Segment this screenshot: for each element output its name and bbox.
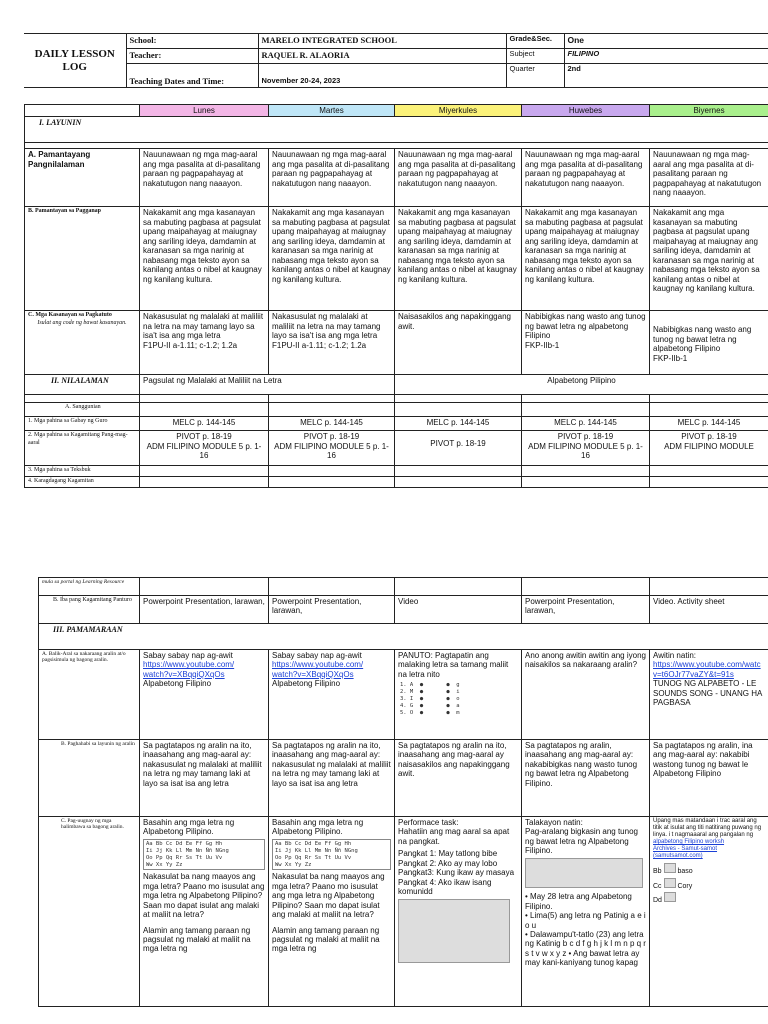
header-table — [24, 33, 768, 88]
gabay-label: 1. Mga pahina sa Gabay ng Guro — [25, 417, 140, 431]
balik-martes — [269, 650, 395, 740]
gabay-huwebes: MELC p. 144-145 — [522, 417, 650, 431]
c4-bullets: • May 28 letra ang Alpabetong Filipino. • Lima(5) ang letra ng Patinig a e i o u • Dalawampu't-tatlo (23) ang letra ng Katinig b c d f g h j k l m n p q r s t v w x y z • Ang bawat letra ay may kani-kaniyang tunog kapag — [525, 892, 646, 968]
c3-title: Performace task: — [398, 818, 459, 827]
day-biyernes: Biyernes — [650, 105, 768, 117]
pagganap-miyerkules: Nakakamit ang mga kasanayan sa mabuting pagbasa at pagsulat upang maipahayag at maiugnay ang sariling ideya, damdamin at karanasan sa mga narinig at nabasang mga teksto ayon sa kanilang antas o nibel at kaugnay ng kanilang kultura. — [395, 207, 522, 311]
pag-uugnay-biyernes — [650, 817, 768, 1007]
dates-label: Teaching Dates and Time: — [126, 64, 258, 88]
paghahabi-label: B. Paghahabi sa layunin ng aralin — [39, 740, 140, 817]
balik-martes-title: Alpabetong Filipino — [272, 679, 341, 689]
pag-uugnay-huwebes — [522, 817, 650, 1007]
pagganap-huwebes: Nakakamit ang mga kasanayan sa mabuting pagbasa at pagsulat upang maipahayag at maiugnay ang sariling ideya, damdamin at karanasan sa mga narinig at nabasang mga teksto ayon sa kanilang antas o nibel at kaugnay ng kanilang kultura. — [522, 207, 650, 311]
karagdagang-label: 4. Karagdagang Kagamitan — [25, 477, 140, 488]
quarter-label: Quarter — [506, 64, 564, 88]
kasanayan-huwebes: Nabibigkas nang wasto ang tunog ng bawat letra ng alpabetong Filipino FKP-IIb-1 — [522, 311, 650, 375]
pagganap-label: B. Pamantayan sa Pagganap — [25, 207, 140, 311]
paghahabi-huwebes: Sa pagtatapos ng aralin, inaasahang ang mag-aaral ay: nakabibigkas nang wasto tunog ng bawat letra ng Alpabetong Filipino. — [522, 740, 650, 817]
nilalaman-left: Pagsulat ng Malalaki at Maliliit na Letra — [140, 375, 395, 395]
c2-intro: Basahin ang mga letra ng Alpabetong Pilipino. — [272, 818, 364, 837]
balik-lunes-title: Alpabetong Filipino — [143, 679, 212, 689]
iba-miyerkules: Video — [395, 596, 522, 624]
balik-lunes — [140, 650, 269, 740]
subject-label: Subject — [506, 49, 564, 64]
kagamitang-miyerkules: PIVOT p. 18-19 — [395, 431, 522, 466]
pag-uugnay-lunes — [140, 817, 269, 1007]
teksbuk-label: 3. Mga pahina sa Teksbuk — [25, 466, 140, 477]
paghahabi-biyernes: Sa pagtatapos ng aralin, ina ang mag-aaral ay: nakabibi wastong tunog ng bawat le Alpabetong Filipino — [650, 740, 768, 817]
iba-label: B. Iba pang Kagamitang Panturo — [39, 596, 140, 624]
kasanayan-miyerkules: Naisasakilos ang napakinggang awit. — [395, 311, 522, 375]
balik-lunes-text: Sabay sabay nap ag-awit — [143, 651, 233, 660]
matching-exercise: 1. A ● ● g 2. M ● ● i 3. I ● ● o 4. G ● ● a 5. O ● ● m — [400, 682, 460, 716]
c2-tail: Alamin ang tamang paraan ng pagsulat ng malaki at maliit na mga letra ng — [272, 925, 380, 954]
kagamitang-biyernes: PIVOT p. 18-19 ADM FILIPINO MODULE — [650, 431, 768, 466]
gabay-martes: MELC p. 144-145 — [269, 417, 395, 431]
nilalaman-label: II. NILALAMAN — [25, 375, 140, 395]
day-lunes: Lunes — [140, 105, 269, 117]
gabay-miyerkules: MELC p. 144-145 — [395, 417, 522, 431]
matching-instructions: PANUTO: Pagtapatin ang malaking letra sa tamang maliit na letra nito — [398, 651, 509, 679]
quarter-value: 2nd — [564, 64, 768, 88]
lr-label: mula sa portal ng Learning Resource — [39, 578, 140, 596]
c1-tail: Alamin ang tamang paraan ng pagsulat ng malaki at maliit na mga letra ng — [143, 925, 251, 954]
lesson-table-1 — [24, 104, 768, 488]
kasanayan-lunes: Nakasusulat ng malalaki at maliliit na letra na may tamang layo sa isa't isa ang mga letra F1PU-II a-1.11; c-1.2; 1.2a — [140, 311, 269, 375]
grade-value: One — [564, 34, 768, 49]
pamantayang-biyernes: Nauunawaan ng mga mag-aaral ang mga pasalita at di-pasalitang paraan ng pagpapahayag at nakatutugon nang naaayon. — [650, 149, 768, 207]
balik-lunes-link[interactable]: https://www.youtube.com/ watch?v=XBqqiQXqOs — [143, 660, 235, 679]
alphabet-sound-chart-image — [525, 858, 643, 888]
balik-martes-text: Sabay sabay nap ag-awit — [272, 651, 362, 660]
pag-uugnay-martes — [269, 817, 395, 1007]
pamantayang-huwebes: Nauunawaan ng mga mag-aaral ang mga pasalita at di-pasalitang paraan ng pagpapahayag at nakatutugon nang naaayon. — [522, 149, 650, 207]
c5-link[interactable]: alpabetong Filipino worksh Archives - Samut-samot (samutsamot.com) — [653, 839, 725, 860]
paghahabi-lunes: Sa pagtatapos ng aralin na ito, inaasahang ang mag-aaral ay: nakasusulat ng malalaki at maliliit na letra ng may tamang laki at layo sa isat isa ang letra — [140, 740, 269, 817]
balik-biyernes-link[interactable]: https://www.youtube.com/watc v=t6OJr77vaZY&t=91s — [653, 660, 761, 679]
c3-body: Hahatiin ang mag aaral sa apat na pangkat. — [398, 827, 510, 846]
teacher-label: Teacher: — [126, 49, 258, 64]
c5-worksheet — [653, 863, 765, 906]
school-label: School: — [126, 34, 258, 49]
alphabet-chart: Aa Bb Cc Dd Ee Ff Gg Hh Ii Jj Kk Ll Mm Nn Ññ NGng Oo Pp Qq Rr Ss Tt Uu Vv Ww Xx Yy Zz — [143, 839, 265, 871]
gabay-biyernes: MELC p. 144-145 — [650, 417, 768, 431]
balik-huwebes: Ano anong awitin awitin ang iyong naisakilos sa nakaraang aralin? — [522, 650, 650, 740]
c5-letter-row: Cc Cory — [653, 878, 765, 892]
paghahabi-miyerkules: Sa pagtatapos ng aralin na ito, inaasahang ang mag-aaral ay naisasakilos ang napakinggang awit. — [395, 740, 522, 817]
pag-uugnay-miyerkules — [395, 817, 522, 1007]
balik-label: A. Balik-Aral sa nakaraang aralin at/o pagsisimula ng bagong aralin. — [39, 650, 140, 740]
teacher-value: RAQUEL R. ALAORIA — [258, 49, 506, 64]
c4-body: Pag-aralang bigkasin ang tunog ng bawat letra ng Alpabetong Filipino. — [525, 827, 638, 856]
iba-huwebes: Powerpoint Presentation, larawan, — [522, 596, 650, 624]
pagganap-lunes: Nakakamit ang mga kasanayan sa mabuting pagbasa at pagsulat upang maipahayag at maiugnay ang sariling ideya, damdamin at karanasan sa mga narinig at nabasang mga teksto ayon sa kanilang antas o nibel at kaugnay ng kanilang kultura. — [140, 207, 269, 311]
day-huwebes: Huwebes — [522, 105, 650, 117]
alphabet-chart-2: Aa Bb Cc Dd Ee Ff Gg Hh Ii Jj Kk Ll Mm Nn Ññ NGng Oo Pp Qq Rr Ss Tt Uu Vv Ww Xx Yy Zz — [272, 839, 391, 871]
pamantayang-miyerkules: Nauunawaan ng mga mag-aaral ang mga pasalita at di-pasalitang paraan ng pagpapahayag at nakatutugon nang naaayon. — [395, 149, 522, 207]
kasanayan-biyernes: Nabibigkas nang wasto ang tunog ng bawat letra ng alpabetong Filipino FKP-IIb-1 — [650, 311, 768, 375]
pagganap-martes: Nakakamit ang mga kasanayan sa mabuting pagbasa at pagsulat upang maipahayag at maiugnay ang sariling ideya, damdamin at karanasan sa mga narinig at nabasang mga teksto ayon sa kanilang antas o nibel at kaugnay ng kanilang kultura. — [269, 207, 395, 311]
iba-biyernes: Video. Activity sheet — [650, 596, 768, 624]
kagamitang-label: 2. Mga pahina sa Kagamitang Pang-mag-aaral — [25, 431, 140, 466]
balik-martes-link[interactable]: https://www.youtube.com/ watch?v=XBqqiQXqOs — [272, 660, 364, 679]
dates-value: November 20-24, 2023 — [258, 64, 506, 88]
rubric-image — [398, 899, 510, 963]
kagamitang-huwebes: PIVOT p. 18-19 ADM FILIPINO MODULE 5 p. 1-16 — [522, 431, 650, 466]
c4-title: Talakayon natin: — [525, 818, 583, 827]
balik-miyerkules — [395, 650, 522, 740]
kasanayan-martes: Nakasusulat ng malalaki at maliliit na letra na may tamang layo sa isa't isa ang mga letra F1PU-II a-1.11; c-1.2; 1.2a — [269, 311, 395, 375]
kasanayan-label: C. Mga Kasanayan sa Pagkatuto — [28, 312, 112, 319]
day-martes: Martes — [269, 105, 395, 117]
gabay-lunes: MELC p. 144-145 — [140, 417, 269, 431]
subject-value: FILIPINO — [564, 49, 768, 64]
section-layunin: I. LAYUNIN — [25, 117, 768, 143]
corner-cell — [25, 105, 140, 117]
paghahabi-martes: Sa pagtatapos ng aralin na ito, inaasahang ang mag-aaral ay: nakasusulat ng malalaki at maliliit na letra ng may tamang laki at layo sa isat isa ang letra — [269, 740, 395, 817]
grade-label: Grade&Sec. — [506, 34, 564, 49]
iba-lunes: Powerpoint Presentation, larawan, — [140, 596, 269, 624]
iba-martes: Powerpoint Presentation, larawan, — [269, 596, 395, 624]
kagamitang-lunes: PIVOT p. 18-19 ADM FILIPINO MODULE 5 p. 1-16 — [140, 431, 269, 466]
pamantayang-martes: Nauunawaan ng mga mag-aaral ang mga pasalita at di-pasalitang paraan ng pagpapahayag at nakatutugon nang naaayon. — [269, 149, 395, 207]
nilalaman-right: Alpabetong Pilipino — [395, 375, 768, 395]
lesson-table-2 — [38, 577, 768, 1007]
pagganap-biyernes: Nakakamit ang mga kasanayan sa mabuting pagbasa at pagsulat upang maipahayag at maiugnay ang sariling ideya, damdamin at karanasan sa mga narinig at nabasang mga teksto ayon sa kanilang antas o nibel at kaugnay ng kanilang kultura. — [650, 207, 768, 311]
dll-title: DAILY LESSON LOG — [24, 34, 126, 88]
c3-groups: Pangkat 1: May tatlong bibe Pangkat 2: Ako ay may lobo Pangkat3: Kung ikaw ay masaya Pangkat 4: Ako ikaw isang komunidd — [398, 849, 515, 897]
kasanayan-note: Isulat ang code ng bawat kasanayan. — [37, 319, 127, 326]
pamantayang-label: A. Pamantayang Pangnilalaman — [25, 149, 140, 207]
c5-letter-row: Dd — [653, 892, 765, 906]
pag-uugnay-label: C. Pag-uugnay ng mga halimbawa sa bagong aralin. — [39, 817, 140, 1007]
balik-biyernes-text: Awitin natin: — [653, 651, 696, 660]
c1-body: Nakasulat ba nang maayos ang mga letra? Paano mo isusulat ang mga letra ng Alpabetong Pilipino? Saan mo dapat isulat ang malaki at maliit na letra? — [143, 872, 265, 920]
section-pamamaraan: III. PAMAMARAAN — [39, 624, 768, 650]
kagamitang-martes: PIVOT p. 18-19 ADM FILIPINO MODULE 5 p. 1-16 — [269, 431, 395, 466]
kasanayan-label-cell — [25, 311, 140, 375]
pamantayang-lunes: Nauunawaan ng mga mag-aaral ang mga pasalita at di-pasalitang paraan ng pagpapahayag at nakatutugon nang naaayon. — [140, 149, 269, 207]
balik-biyernes — [650, 650, 768, 740]
c1-intro: Basahin ang mga letra ng Alpabetong Pilipino. — [143, 818, 235, 837]
c5-body: Upang mas matandaan i trac aaral ang titik at isulat ang titi natitirang puwang ng linya. i t nagmaaaral ang pangalan ng — [653, 818, 762, 839]
school-value: MARELO INTEGRATED SCHOOL — [258, 34, 506, 49]
sanggunian-label: A. Sanggunian — [25, 403, 140, 417]
balik-biyernes-title: TUNOG NG ALPABETO - LE SOUNDS SONG - UNANG HA PAGBASA — [653, 679, 762, 708]
c5-letter-row: Bb baso — [653, 863, 765, 877]
day-miyerkules: Miyerkules — [395, 105, 522, 117]
c2-body: Nakasulat ba nang maayos ang mga letra? Paano mo isusulat ang mga letra ng Alpabetong Pilipino? Saan mo dapat isulat ang malaki at maliit na letra? — [272, 872, 385, 920]
